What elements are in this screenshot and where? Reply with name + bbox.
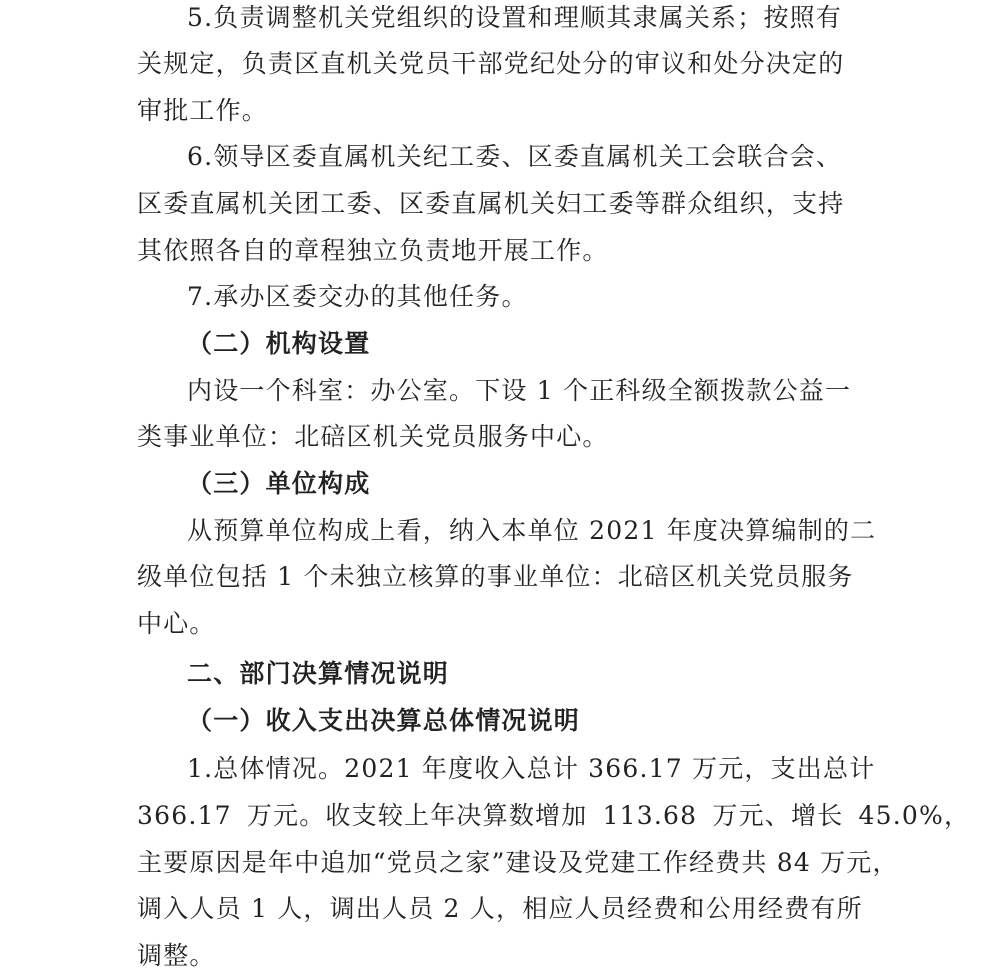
paragraph-line: 366.17 万元。收支较上年决算数增加 113.68 万元、增长 45.0%， — [137, 801, 971, 830]
paragraph-line: 类事业单位：北碚区机关党员服务中心。 — [137, 422, 609, 451]
section-heading: （三）单位构成 — [187, 469, 371, 498]
paragraph-line: 级单位包括 1 个未独立核算的事业单位：北碚区机关党员服务 — [137, 562, 854, 591]
paragraph-line: 7.承办区委交办的其他任务。 — [187, 282, 528, 311]
paragraph-line: 关规定，负责区直机关党员干部党纪处分的审议和处分决定的 — [137, 49, 845, 78]
paragraph-line: 5.负责调整机关党组织的设置和理顺其隶属关系；按照有 — [187, 3, 843, 32]
paragraph-line: 主要原因是年中追加“党员之家”建设及党建工作经费共 84 万元， — [137, 848, 899, 877]
paragraph-line: 调整。 — [137, 941, 216, 970]
paragraph-line: 其依照各自的章程独立负责地开展工作。 — [137, 236, 609, 265]
paragraph-line: 从预算单位构成上看，纳入本单位 2021 年度决算编制的二 — [187, 516, 877, 545]
paragraph-line: 6.领导区委直属机关纪工委、区委直属机关工会联合会、 — [187, 142, 843, 171]
paragraph-line: 区委直属机关团工委、区委直属机关妇工委等群众组织，支持 — [137, 189, 845, 218]
section-heading: （二）机构设置 — [187, 329, 371, 358]
paragraph-line: 1.总体情况。2021 年度收入总计 366.17 万元，支出总计 — [187, 754, 876, 783]
chapter-heading: 二、部门决算情况说明 — [187, 659, 450, 688]
section-heading: （一）收入支出决算总体情况说明 — [187, 706, 581, 735]
paragraph-line: 中心。 — [137, 609, 216, 638]
paragraph-line: 审批工作。 — [137, 96, 269, 125]
paragraph-line: 调入人员 1 人，调出人员 2 人，相应人员经费和公用经费有所 — [137, 894, 863, 923]
paragraph-line: 内设一个科室：办公室。下设 1 个正科级全额拨款公益一 — [187, 376, 852, 405]
